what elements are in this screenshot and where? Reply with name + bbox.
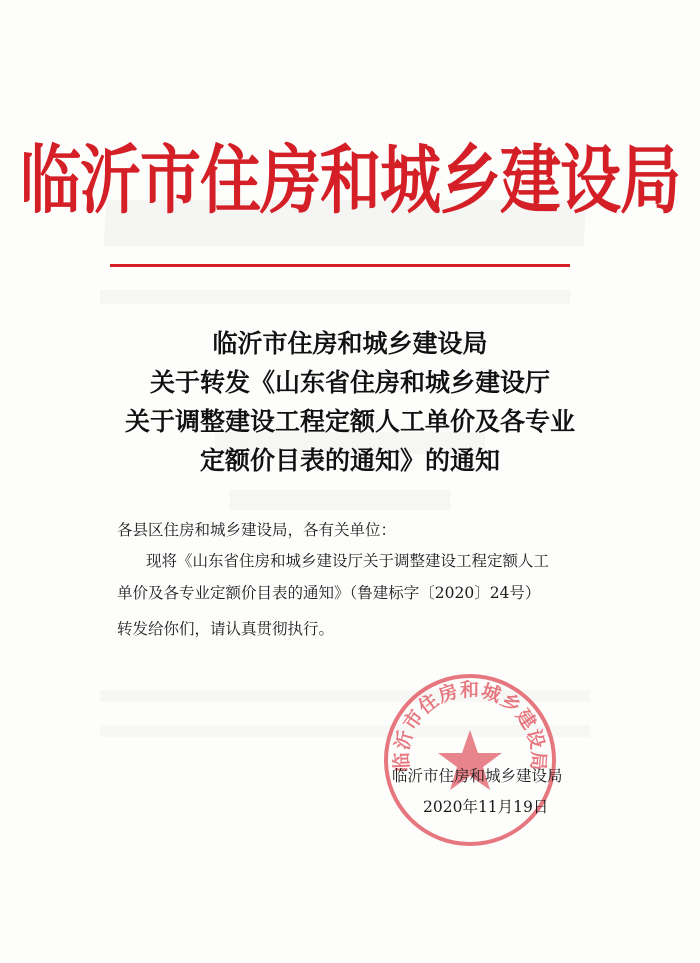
signature-date: 2020年11月19日 [423, 798, 549, 816]
body-paragraph-line: 单价及各专业定额价目表的通知》（鲁建标字〔2020〕24号） [117, 584, 541, 602]
issuing-authority-header: 临沂市住房和城乡建设局 [19, 137, 680, 225]
bleed-through-band [230, 490, 450, 510]
signature-org: 临沂市住房和城乡建设局 [392, 767, 563, 785]
title-line: 关于转发《山东省住房和城乡建设厅 [149, 368, 550, 397]
official-seal-icon [382, 672, 558, 848]
body-paragraph-line: 现将《山东省住房和城乡建设厅关于调整建设工程定额人工 [146, 552, 550, 570]
seal-text: 临沂市住房和城乡建设局 [390, 679, 550, 772]
title-line: 定额价目表的通知》的通知 [199, 446, 500, 475]
title-line: 关于调整建设工程定额人工单价及各专业 [124, 407, 575, 436]
bleed-through-band [100, 290, 570, 304]
body-paragraph-line: 转发给你们，请认真贯彻执行。 [117, 620, 335, 638]
title-line: 临沂市住房和城乡建设局 [212, 329, 488, 358]
salutation: 各县区住房和城乡建设局，各有关单位： [117, 521, 397, 539]
red-separator-line [110, 264, 570, 267]
document-title [0, 324, 700, 480]
